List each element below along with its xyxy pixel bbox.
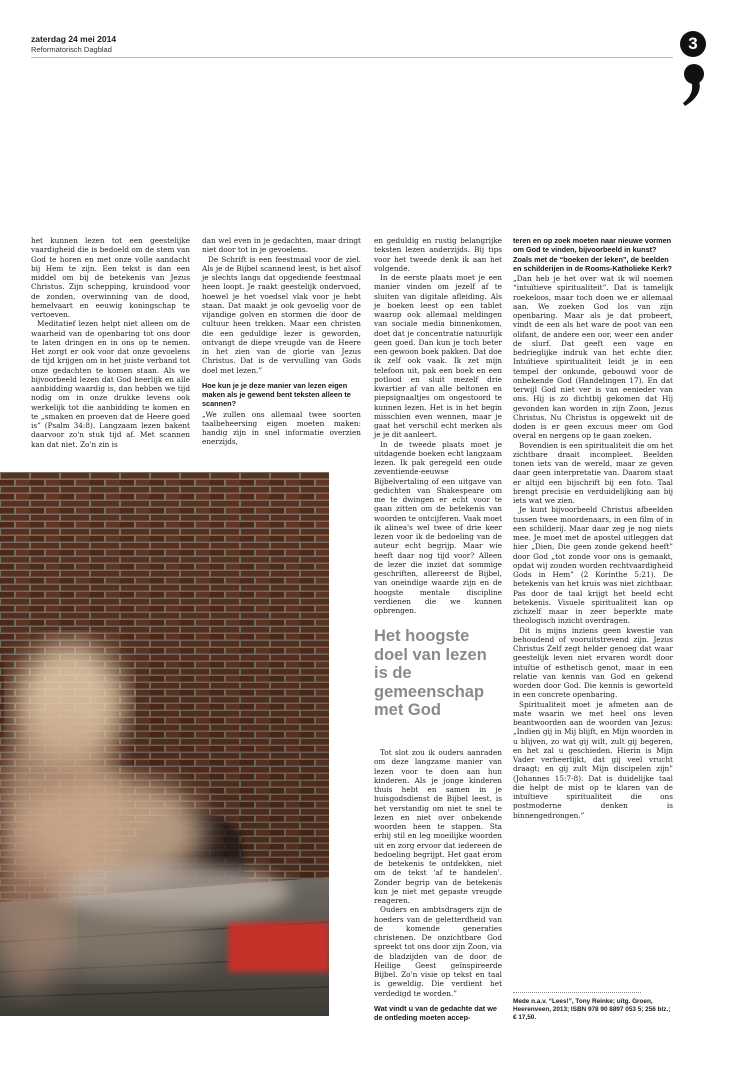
paragraph: In de eerste plaats moet je een manier vinden om jezelf af te sluiten van digitale afleiding. Als je boeken leest op een tablet waarop ook allemaal meldingen van sociale media binnenkomen, doet dat je concentratie natuurlijk geen goed. Dan kun je toch beter een gewoon boek pakken. Dat doe ik zelf ook vaak. Ik zet mijn telefoon uit, pak een boek en een potlood en sluit mezelf drie kwartier af van alle beltonen en piepsignaaltjes om ongestoord te kunnen lezen. Het is in het begin misschien even wennen, maar je gaat het verschil echt merken als je je dit aanleert. <box>374 273 502 440</box>
header-paper-name: Reformatorisch Dagblad <box>31 45 112 54</box>
article-column-1 <box>31 236 190 449</box>
paragraph: Meditatief lezen helpt niet alleen om de waarheid van de openbaring tot ons door te laten dringen en in ons op te nemen. Het zorgt er ook voor dat onze gevoelens de tijd krijgen om in het juiste verband tot onze gedachten te komen staan. Als we bijvoorbeeld lezen dat God heerlijk en alle aanbidding waardig is, dan hebben we tijd nodig om in onze drukke levens ook werkelijk tot die aanbidding te komen en te „smaken en proeven dat de Heere goed is” (Psalm 34:8). Langzaam lezen bakent daarvoor zo'n stuk tijd af. Met scannen kan dat niet. Zo'n zin is <box>31 319 190 449</box>
paragraph: Ouders en ambtsdragers zijn de hoeders van de geletterdheid van de komende generaties christenen. De onzichtbare God spreekt tot ons door zijn Zoon, via de bladzijden van de door de Heilige Geest geïnspireerde Bijbel. Zo'n visie op tekst en taal is geweldig. Die verdient het verdedigd te worden.” <box>374 905 502 998</box>
header-rule <box>31 57 673 58</box>
comma-icon <box>681 63 707 107</box>
page-number-badge: 3 <box>680 31 706 57</box>
article-column-2 <box>202 236 361 447</box>
paragraph: Spiritualiteit moet je afmeten aan de mate waarin we met heel ons leven beantwoorden aan de woorden van Jezus: „Indien gij in Mij blijft, en Mijn woorden in u blijven, zo wat gij wilt, zult gij begeren, en het zal u geschieden. Hierin is Mijn Vader verheerlijkt, dat gij veel vrucht draagt; en gij zult Mijn discipelen zijn” (Johannes 15:7-8). Dat is duidelijke taal die helpt de mist op te klaren van de intuïtieve spiritualiteit die ons postmoderne denken is binnengedrongen.” <box>513 699 673 820</box>
paragraph: Je kunt bijvoorbeeld Christus afbeelden tussen twee moordenaars, in een film of in een schilderij. Maar daar zeg je nog niets mee. Je moet met de apostel uitleggen dat hier „Dien, Die geen zonde gekend heeft” door God „tot zonde voor ons is gemaakt, opdat wij zouden worden rechtvaardigheid Gods in Hem” (2 Korinthe 5:21). De betekenis van het kruis was niet zichtbaar. Pas door de taal krijgt het beeld echt betekenis. Visuele spiritualiteit kan op zichzelf maar in zeer beperkte mate theologisch inzicht overdragen. <box>513 505 673 626</box>
paragraph: In de tweede plaats moet je uitdagende boeken echt langzaam lezen. Ik pak geregeld een oude zeventiende-eeuwse Bijbelvertaling of een uitgave van gedichten van Shakespeare om me te dwingen er echt voor te gaan zitten om de betekenis van woorden te ontcijferen. Vaak moet ik alinea's wel twee of drie keer lezen voor ik de bedoeling van de auteur echt begrijp. Maar wie heeft daar nog tijd voor? Alleen de lezer die inziet dat sommige geschriften, allereerst de Bijbel, van oneindige waarde zijn en de hoogste mentale discipline verdienen die we kunnen opbrengen. <box>374 439 502 615</box>
paragraph: Tot slot zou ik ouders aanraden om deze langzame manier van lezen voor te doen aan hun kinderen. Als je jonge kinderen thuis hebt en samen in je huisgodsdienst de Bijbel leest, is het verstandig om niet te snel te lezen en niet over onbekende woorden heen te stappen. Sta erbij stil en leg moeilijke woorden uit en zorg ervoor dat iedereen de bedoeling begrijpt. Het gaat erom de betekenis te ontdekken, niet om de tekst 'af te handelen'. Zonder begrip van de betekenis kun je niet met gepaste vreugde reageren. <box>374 748 502 905</box>
paragraph: Dit is mijns inziens geen kwestie van behoudend of vooruitstrevend zijn. Jezus Christus Zelf zegt helder genoeg dat waar geestelijk leven niet ervaren wordt door intuïtie of esthetisch genot, maar in een relatie van kennis van God en gekend worden door God. Die kennis is geworteld in een concrete openbaring. <box>513 625 673 700</box>
article-column-3-continued <box>374 748 502 1022</box>
header-date: zaterdag 24 mei 2014 <box>31 34 117 44</box>
paragraph: De Schrift is een feestmaal voor de ziel. Als je de Bijbel scannend leest, is het alsof je slechts langs dat opgediende feestmaal heen loopt. Je raakt geestelijk ondervoed, hoewel je het voedsel vlak voor je hebt staan. Dat maakt je ook gevoelig voor de vijandige golven en stormen die door de cultuur heen trekken. Maar een christen die een geduldige lezer is geworden, ontvangt de diepe vreugde van de Heere in het zien van de glorie van Jezus Christus. Dat is de vervulling van Gods doel met lezen.” <box>202 254 361 375</box>
paragraph: Bovendien is een spiritualiteit die om het zichtbare draait incompleet. Beelden tonen iets van de wereld, maar ze geven daar geen interpretatie van. Daarom staat er altijd een bijschrift bij een foto. Taal brengt precisie en verduidelijking aan bij iets wat we zien. <box>513 440 673 505</box>
paragraph: „We zullen ons allemaal twee soorten taalbeheersing eigen moeten maken: handig zijn in snel informatie overzien enerzijds, <box>202 409 361 447</box>
interview-question: Hoe kun je je deze manier van lezen eigen maken als je gewend bent teksten alleen te scannen? <box>202 380 351 409</box>
pull-quote: Het hoogste doel van lezen is de gemeenschap met God <box>374 627 487 720</box>
dotted-divider <box>513 992 641 993</box>
article-photo <box>0 472 329 1016</box>
interview-question: teren en op zoek moeten naar nieuwe vormen om God te vinden, bijvoorbeeld in kunst? Zoals met de “boeken der leken”, de beelden en schilderijen in de Rooms-Katholieke Kerk? <box>513 236 672 273</box>
interview-question: Wat vindt u van de gedachte dat we de ontleding moeten accep- <box>374 1003 497 1022</box>
paragraph: dan wel even in je gedachten, maar dringt niet door tot in je gevoelens. <box>202 236 361 255</box>
photo-icon <box>0 472 329 1016</box>
paragraph: „Dan heb je het over wat ik wil noemen “intuïtieve spiritualiteit”. Dat is tamelijk roekeloos, maar toch doen we er allemaal aan. We zoeken God los van zijn openbaring. Maar als je dat probeert, vindt de een als het ware de poot van een olifant, de andere een oor, weer een ander de slurf. Dat geeft een vage en bedrieglijke indruk van het echte dier. Intuïtieve spiritualiteit leidt je in een tempel der onkunde, gebouwd voor de onbekende God (Handelingen 17). En dat terwijl God niet ver is van eenieder van ons. Hij is zo dichtbij gekomen dat Hij gevonden kan worden in zijn Zoon, Jezus Christus. Nu Christus is opgewekt uit de doden is er geen excuus meer om God overal en nergens op te gaan zoeken. <box>513 274 673 441</box>
paragraph: het kunnen lezen tot een geestelijke vaardigheid die is bedoeld om de stem van God te horen en met onze volle aandacht bij Hem te zijn. Een tekst is dan een middel om bij de betekenis van Jezus Christus. Zijn schepping, kruisdood voor de zonden, overwinning van de dood, hemelvaart en eeuwig koningschap te vertoeven. <box>31 236 190 319</box>
paragraph: en geduldig en rustig belangrijke teksten lezen anderzijds. Bij tips voor het tweede denk ik aan het volgende. <box>374 236 502 273</box>
book-info: Mede n.a.v. “Lees!”, Tony Reinke; uitg. Groen, Heerenveen, 2013; ISBN 978 90 8897 053 5; 256 blz.; € 17,50. <box>513 998 671 1022</box>
article-column-3 <box>374 236 502 615</box>
article-column-4 <box>513 236 673 820</box>
